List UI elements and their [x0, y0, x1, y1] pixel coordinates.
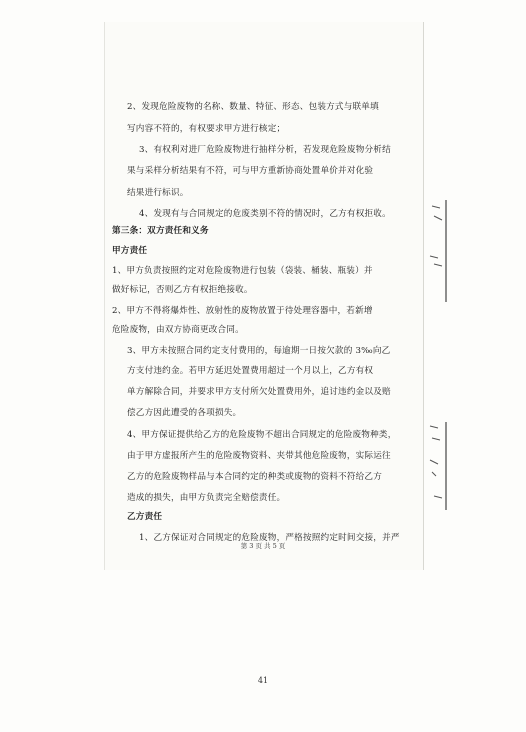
- text-line: 4、甲方保证提供给乙方的危险废物不超出合同规定的危险废物种类，: [127, 430, 397, 440]
- text-line: 1、乙方保证对合同规定的危险废物，严格按照约定时间交接，并严: [139, 533, 400, 543]
- text-line: 1、甲方负责按照约定对危险废物进行包装（袋装、桶装、瓶装）并: [112, 266, 373, 276]
- text-line: 2、发现危险废物的名称、数量、特征、形态、包装方式与联单填: [127, 102, 379, 112]
- section-heading: 甲方责任: [112, 246, 148, 256]
- text-line: 由于甲方虚报所产生的危险废物资料、夹带其他危险废物，实际运往: [127, 451, 391, 461]
- text-line: 果与采样分析结果有不符，可与甲方重新协商处置单价并对化验: [127, 166, 374, 176]
- text-line: 偿乙方因此遭受的各项损失。: [127, 408, 242, 418]
- text-line: 结果进行标识。: [127, 188, 189, 198]
- text-line: 造成的损失，由甲方负责完全赔偿责任。: [127, 493, 286, 503]
- section-heading: 第三条：双方责任和义务: [112, 226, 209, 236]
- binding-marks-lower: [424, 420, 450, 512]
- page-footer: 第 3 页 共 5 页: [240, 542, 286, 550]
- text-line: 4、发现有与合同规定的危废类别不符的情况时，乙方有权拒收。: [139, 209, 391, 219]
- text-line: 做好标记，否则乙方有权拒绝接收。: [112, 285, 253, 295]
- text-line: 乙方的危险废物样品与本合同约定的种类或废物的资料不符给乙方: [127, 472, 383, 482]
- text-line: 单方解除合同，并要求甲方支付所欠处置费用外，追讨违约金以及赔: [127, 387, 391, 397]
- text-line: 2、甲方不得将爆炸性、放射性的废物放置于待处理容器中，若新增: [112, 306, 373, 316]
- text-line: 写内容不符的，有权要求甲方进行核定；: [127, 124, 286, 134]
- binding-marks-upper: [424, 196, 450, 306]
- text-line: 3、甲方未按照合同约定支付费用的，每逾期一日按欠款的 3‰向乙: [127, 346, 391, 356]
- text-line: 危险废物，由双方协商更改合同。: [112, 325, 244, 335]
- text-line: 3、有权利对进厂危险废物进行抽样分析，若发现危险废物分析结: [139, 145, 391, 155]
- section-heading: 乙方责任: [127, 512, 163, 522]
- page-number: 41: [257, 676, 269, 685]
- text-line: 方支付违约金。若甲方延迟处置费用超过一个月以上，乙方有权: [127, 366, 374, 376]
